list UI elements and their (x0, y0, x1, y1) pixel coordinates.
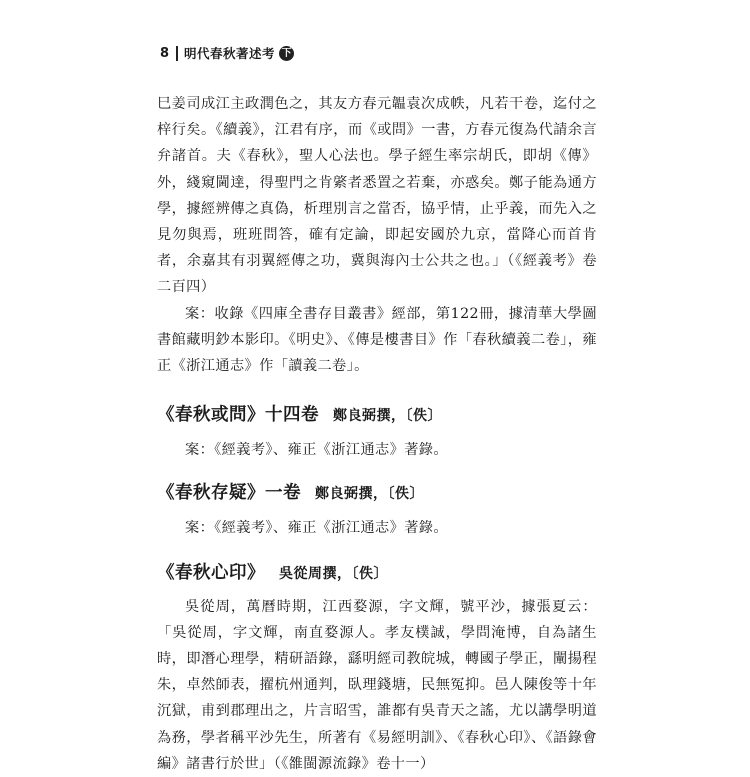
entry-author: 鄭良弼撰，〔佚〕 (333, 408, 442, 425)
paragraph-quote: 巳姜司成江主政潤色之，其友方春元韞袁次成帙，凡若干卷，迄付之梓行矣。《續義》，江君有序，而《或問》一書，方春元復為代請余言弁諸首。夫《春秋》，聖人心法也。學子經生率宗胡氏，即胡《傳》外，綫窺閫達，得聖門之肯綮者悉置之若棄，亦惑矣。鄭子能為通方學，據經辨傳之真偽，析理別言之當否，協乎情，止乎義，而先入之見勿與焉，班班問答，確有定論，即起安國於九京，當降心而首肯者，余嘉其有羽翼經傳之功，冀與海內士公共之也。」（《經義考》卷二百四） (157, 96, 597, 296)
page-body (157, 91, 597, 777)
entry-author: 鄭良弼撰，〔佚〕 (315, 486, 424, 503)
entry-heading (157, 559, 597, 584)
entry-note: 案：《經義考》、雍正《浙江通志》著錄。 (185, 442, 448, 459)
entry-author: 吳從周撰，〔佚〕 (279, 565, 388, 582)
paragraph-note: 案：收錄《四庫全書存目叢書》經部，第122冊，據清華大學圖書館藏明鈔本影印。《明史》、《傳是樓書目》作「春秋續義二卷」，雍正《浙江通志》作「讀義二卷」。 (157, 305, 597, 375)
entry-title: 《春秋存疑》一卷 (157, 483, 301, 504)
header-divider (176, 46, 178, 61)
book-title: 明代春秋著述考 (184, 46, 276, 61)
entry-text: 吳從周，萬曆時期，江西婺源，字文輝，號平沙，據張夏云：「吳從周，字文輝，南直婺源人。孝友樸誠，學問淹博，自為諸生時，即潛心理學，精研語錄，繇明經司教皖城，轉國子學正，闡揚程朱，卓然師表，擢杭州通判，臥理錢塘，民無冤抑。邑人陳俊等十年沉獄，甫到郡理出之，片言昭雪，誰都有吳青天之謠，尤以講學明道為務，學者稱平沙先生，所著有《易經明訓》、《春秋心印》、《語錄會編》諸書行於世」（《雒閩源流錄》卷十一） (157, 598, 597, 772)
entry-title: 《春秋或問》十四卷 (157, 405, 319, 426)
entry-title: 《春秋心印》 (157, 562, 265, 583)
page-number: 8 (160, 45, 170, 61)
entry-heading (157, 479, 597, 504)
entry-note: 案：《經義考》、雍正《浙江通志》著錄。 (185, 520, 448, 537)
volume-mark-icon: 下 (279, 46, 294, 61)
running-header (160, 44, 294, 62)
entry-heading (157, 401, 597, 426)
